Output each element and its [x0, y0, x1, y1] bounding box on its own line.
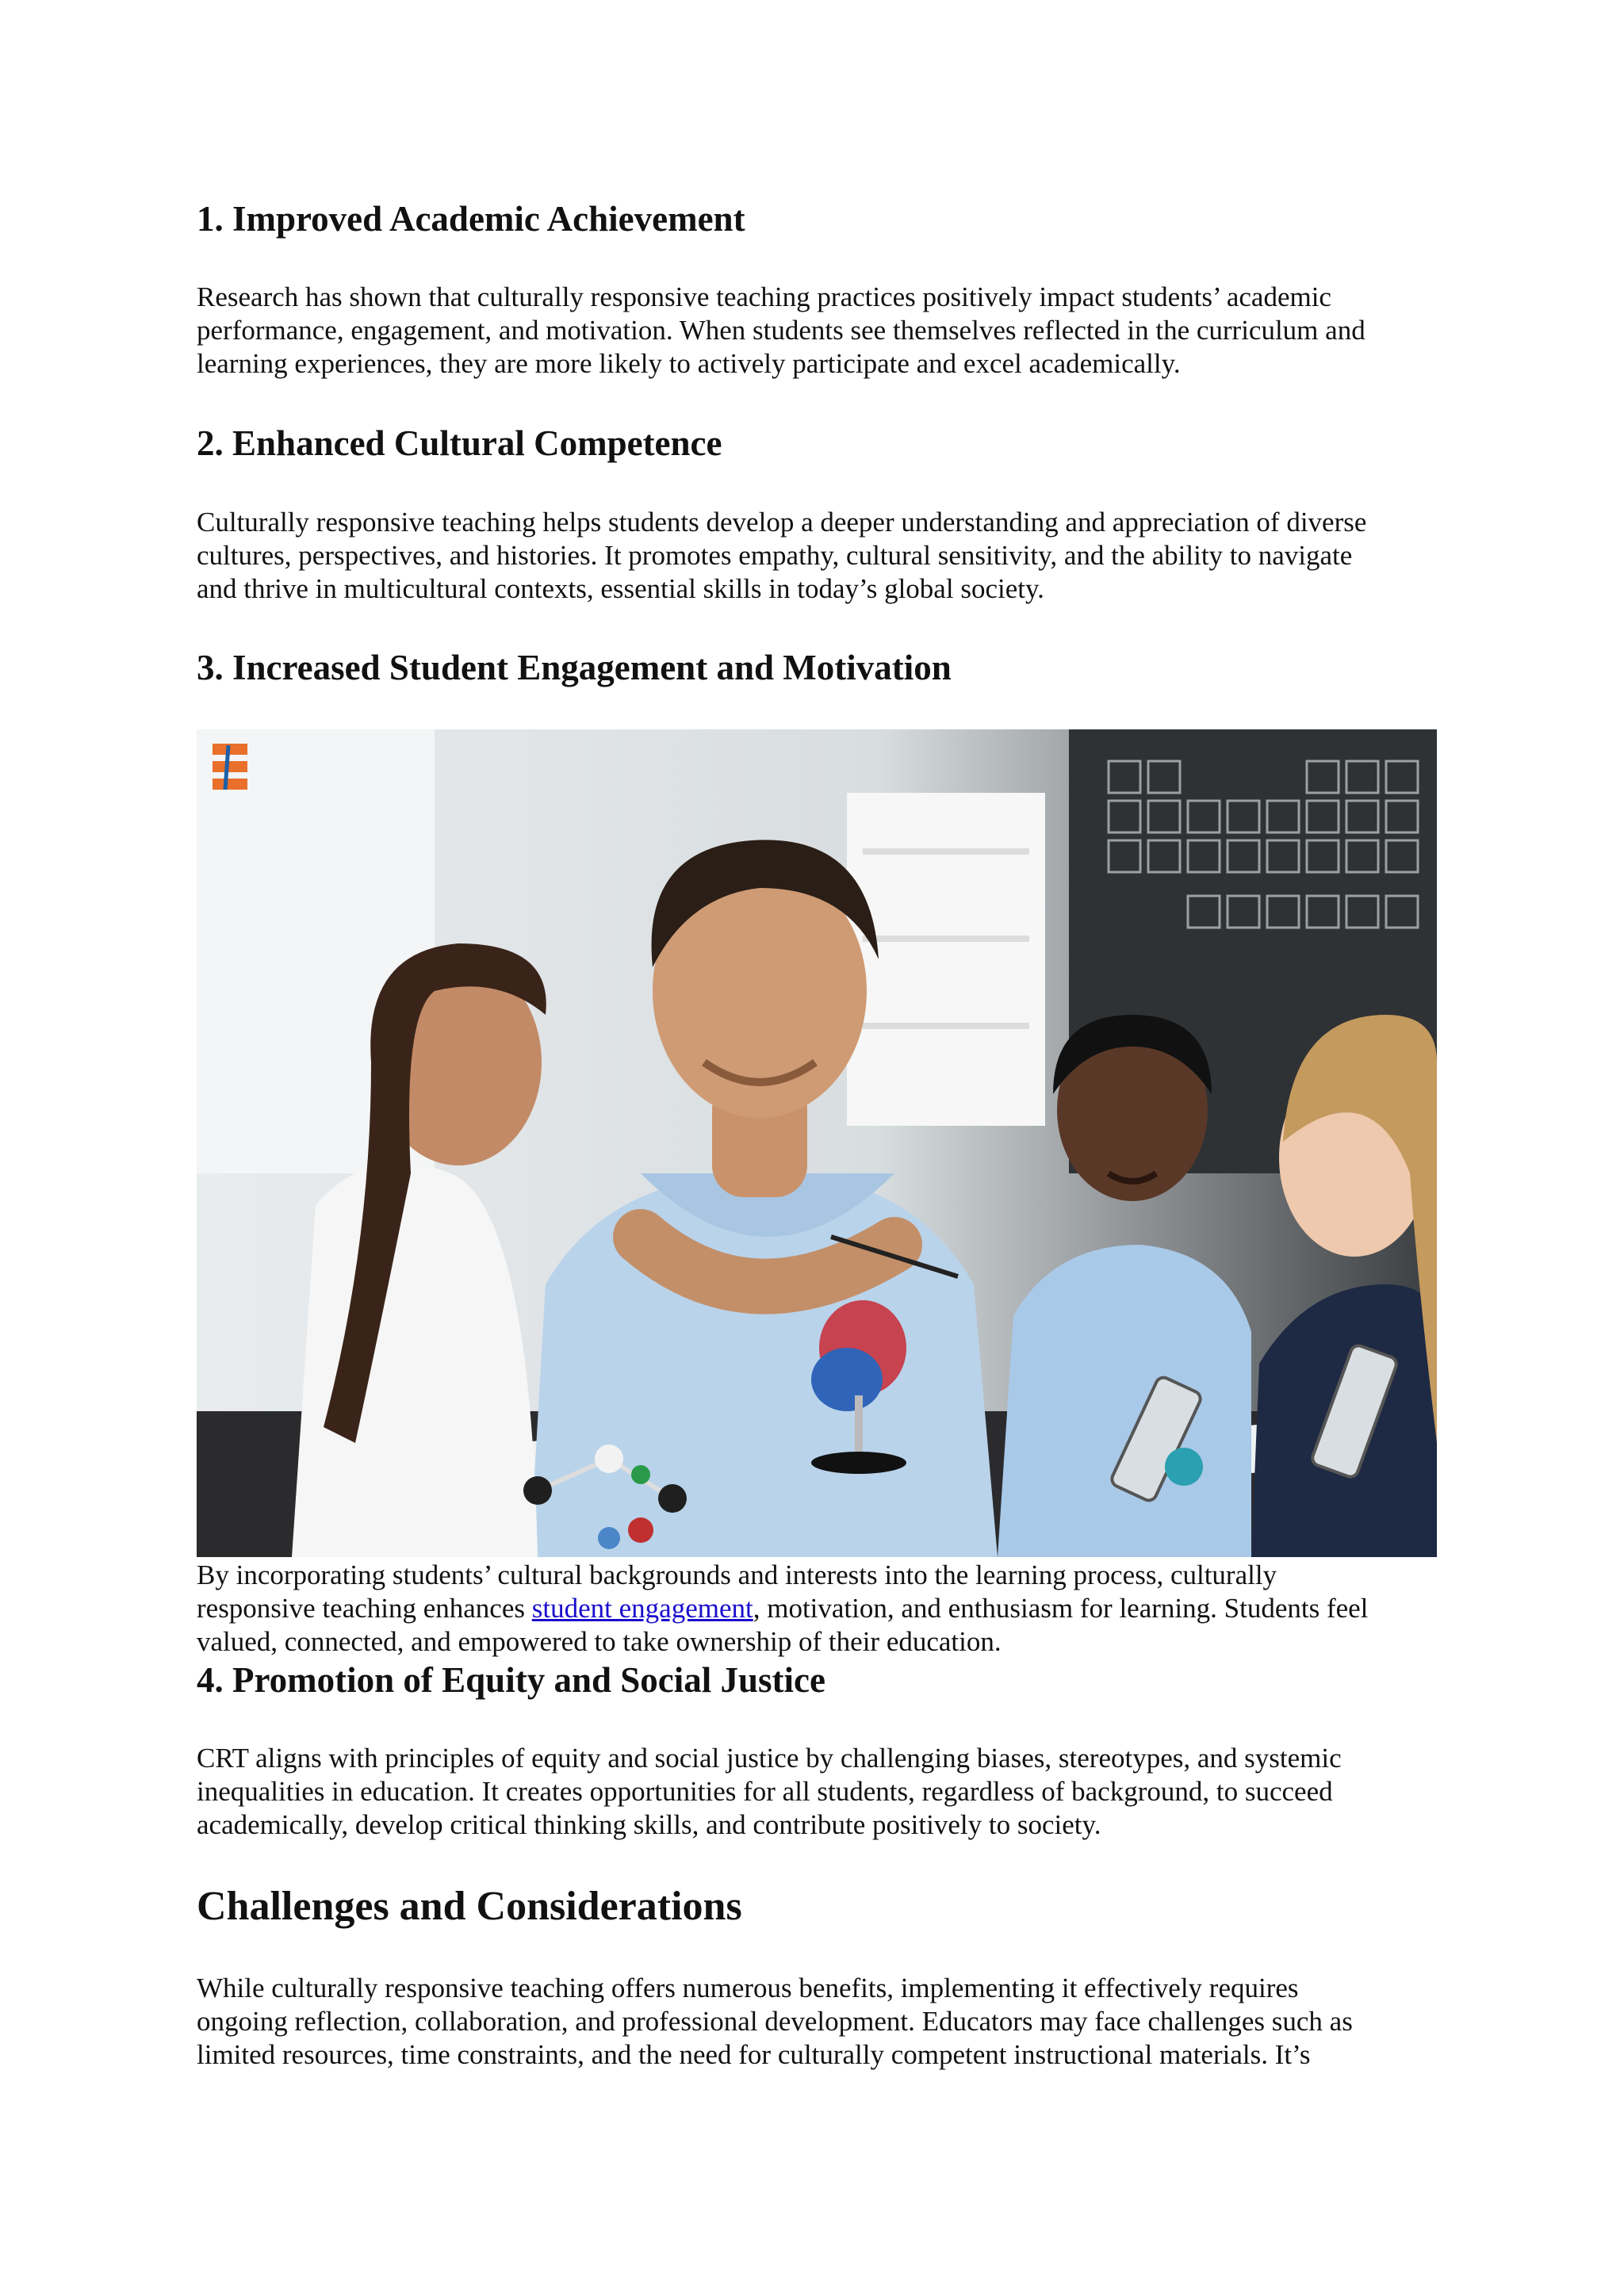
paragraph-academic-achievement: Research has shown that culturally responsive teaching practices positively impact students’ academic performance, engagement, and motivation. When students see themselves reflected in the curriculum and learning experiences, they are more likely to actively participate and excel academically.: [197, 281, 1365, 379]
paragraph-cultural-competence: Culturally responsive teaching helps students develop a deeper understanding and appreciation of diverse cultures, perspectives, and histories. It promotes empathy, cultural sensitivity, and the ability to navigate and thrive in multicultural contexts, essential skills in today’s global society.: [197, 507, 1367, 604]
paragraph-equity-social-justice: CRT aligns with principles of equity and social justice by challenging biases, stereotypes, and systemic inequalities in education. It creates opportunities for all students, regardless of background, to succeed academically, develop critical thinking skills, and contribute positively to society.: [197, 1743, 1342, 1840]
classroom-photo: [197, 729, 1437, 1557]
student-engagement-link[interactable]: student engagement: [531, 1593, 753, 1624]
heading-equity-social-justice: 4. Promotion of Equity and Social Justice: [197, 1660, 825, 1700]
heading-student-engagement: 3. Increased Student Engagement and Motivation: [197, 648, 952, 687]
heading-challenges-considerations: Challenges and Considerations: [197, 1884, 742, 1929]
heading-improved-academic-achievement: 1. Improved Academic Achievement: [197, 199, 745, 239]
paragraph-student-engagement: By incorporating students’ cultural backgrounds and interests into the learning process, culturally responsive teaching enhances student engagement, motivation, and enthusiasm for learning. Students feel valued, connected, and empowered to take ownership of their education.: [197, 1559, 1369, 1657]
heading-enhanced-cultural-competence: 2. Enhanced Cultural Competence: [197, 423, 722, 463]
paragraph-challenges: While culturally responsive teaching offers numerous benefits, implementing it effectively requires ongoing reflection, collaboration, and professional development. Educators may face challenges such as limited resources, time constraints, and the need for culturally competent instructional materials. It’s: [197, 1973, 1353, 2070]
logo-icon: [213, 744, 247, 790]
